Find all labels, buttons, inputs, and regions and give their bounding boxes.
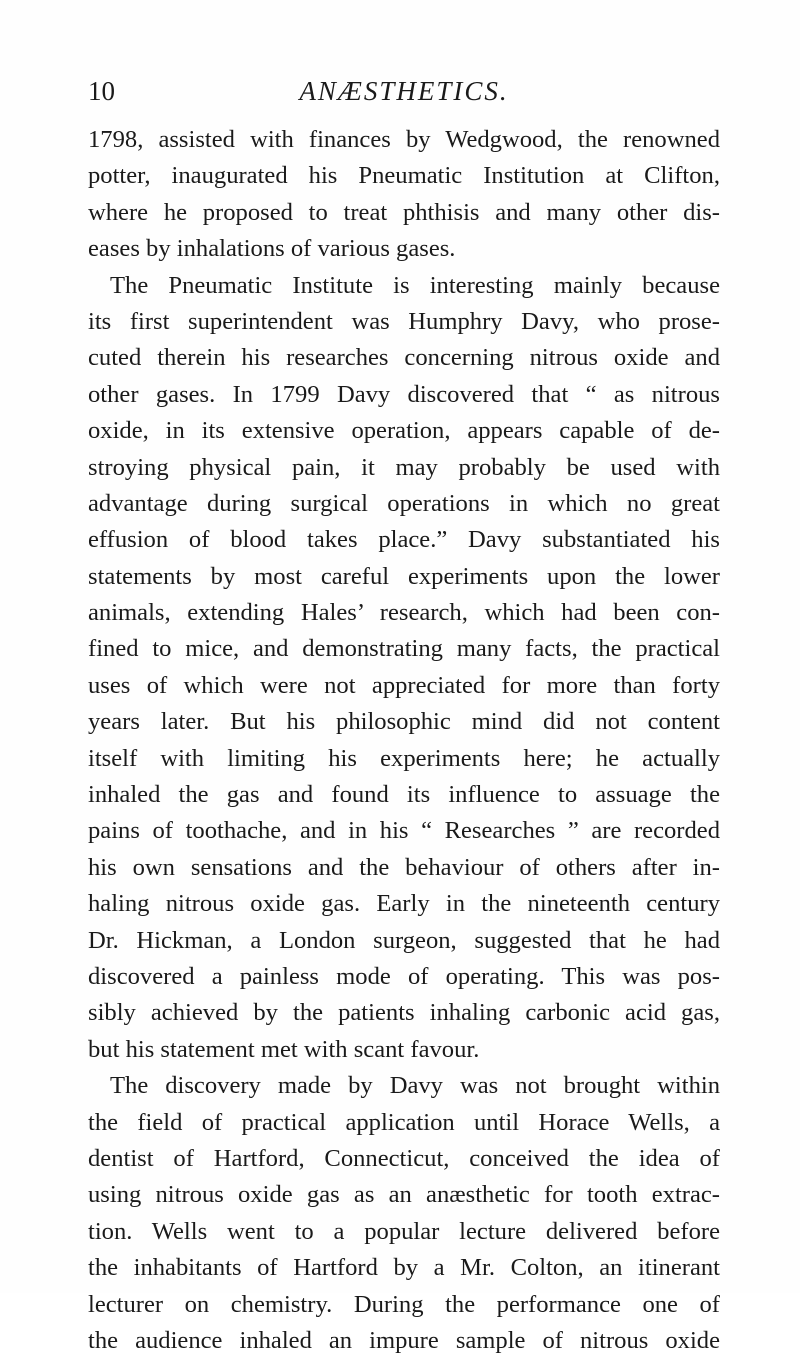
text-line: fined to mice, and demonstrating many facts, the practical [88,635,720,663]
text-line: lecturer on chemistry. During the performance one of [88,1290,720,1318]
text-line: tion. Wells went to a popular lecture delivered before [88,1217,720,1245]
text-line: pains of toothache, and in his “ Researches ” are recorded [88,817,720,845]
running-head [88,76,720,116]
text-line: effusion of blood takes place.” Davy substantiated his [88,526,720,554]
text-line: cuted therein his researches concerning nitrous oxide and [88,344,720,372]
text-line: animals, extending Hales’ research, which had been con- [88,599,720,627]
text-line: the field of practical application until Horace Wells, a [88,1108,720,1136]
text-line: 1798, assisted with finances by Wedgwood, the renowned [88,126,720,153]
text-line: discovered a painless mode of operating. This was pos- [88,962,720,990]
text-line: his own sensations and the behaviour of others after in- [88,853,720,881]
text-line: stroying physical pain, it may probably be used with [88,453,720,481]
text-line: the audience inhaled an impure sample of nitrous oxide [88,1326,720,1354]
text-line: statements by most careful experiments upon the lower [88,562,720,590]
text-line: eases by inhalations of various gases. [88,235,456,263]
text-line: Dr. Hickman, a London surgeon, suggested that he had [88,926,720,954]
text-line: The discovery made by Davy was not brought within [110,1072,720,1100]
text-line: other gases. In 1799 Davy discovered that “ as nitrous [88,380,720,408]
running-title: ANÆSTHETICS. [299,76,509,106]
text-line: potter, inaugurated his Pneumatic Institution at Clifton, [88,162,720,190]
text-line: itself with limiting his experiments here; he actually [88,744,720,772]
body-text [88,122,720,1359]
text-line: its first superintendent was Humphry Davy, who prose- [88,307,720,335]
text-line: years later. But his philosophic mind did not content [88,708,720,736]
page-number: 10 [88,76,115,106]
text-line: oxide, in its extensive operation, appears capable of de- [88,417,720,445]
text-line: but his statement met with scant favour. [88,1035,480,1063]
text-line: using nitrous oxide gas as an anæsthetic for tooth extrac- [88,1181,720,1209]
text-line: sibly achieved by the patients inhaling carbonic acid gas, [88,999,720,1027]
text-line: dentist of Hartford, Connecticut, conceived the idea of [88,1144,720,1172]
text-line: uses of which were not appreciated for more than forty [88,671,720,699]
text-line: The Pneumatic Institute is interesting mainly because [110,271,720,299]
text-line: advantage during surgical operations in which no great [88,489,720,517]
text-line: inhaled the gas and found its influence to assuage the [88,781,720,809]
text-line: haling nitrous oxide gas. Early in the nineteenth century [88,890,720,918]
text-line: where he proposed to treat phthisis and many other dis- [88,198,720,226]
text-line: the inhabitants of Hartford by a Mr. Colton, an itinerant [88,1254,720,1282]
